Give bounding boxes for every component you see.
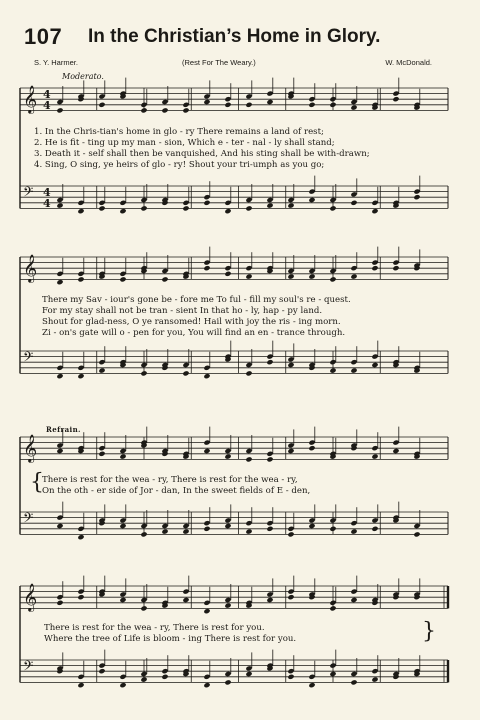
note-head bbox=[308, 682, 315, 688]
note-head bbox=[203, 448, 210, 454]
note-head bbox=[77, 208, 84, 214]
note-head bbox=[371, 454, 378, 460]
note-head bbox=[77, 682, 84, 688]
note-head bbox=[56, 279, 63, 285]
note-head bbox=[77, 534, 84, 540]
note-head bbox=[119, 597, 126, 603]
note-head bbox=[224, 603, 231, 609]
note-head bbox=[98, 668, 105, 674]
lyric-brace: } bbox=[422, 619, 436, 644]
treble-clef-icon: 𝄞 bbox=[23, 254, 38, 282]
note-head bbox=[203, 265, 210, 271]
note-head bbox=[203, 373, 210, 379]
note-head bbox=[245, 671, 252, 677]
note-head bbox=[224, 454, 231, 460]
lyric-line: On the oth - er side of Jor - dan, In the sweet fields of E - den, bbox=[42, 486, 311, 496]
note-head bbox=[56, 523, 63, 529]
note-head bbox=[371, 677, 378, 683]
note-head bbox=[266, 597, 273, 603]
note-head bbox=[287, 274, 294, 280]
author-credit: S. Y. Harmer. bbox=[34, 58, 78, 67]
note-head bbox=[182, 205, 189, 211]
note-head bbox=[371, 208, 378, 214]
note-head bbox=[350, 105, 357, 111]
note-head bbox=[224, 523, 231, 529]
note-head bbox=[224, 271, 231, 277]
note-head bbox=[266, 526, 273, 532]
note-head bbox=[392, 448, 399, 454]
note-head bbox=[266, 203, 273, 209]
lyric-line: 3. Death it - self shall then be vanquished, And his sting shall be with-drawn; bbox=[34, 149, 370, 159]
note-head bbox=[350, 597, 357, 603]
note-head bbox=[161, 529, 168, 535]
note-head bbox=[56, 203, 63, 209]
note-head bbox=[203, 200, 210, 206]
refrain-label: Refrain. bbox=[46, 425, 81, 434]
lyric-line: For my stay shall not be tran - sient In that ho - ly, hap - py land. bbox=[42, 306, 323, 316]
note-head bbox=[245, 274, 252, 280]
note-head bbox=[119, 454, 126, 460]
note-head bbox=[308, 523, 315, 529]
lyric-line: 1. In the Chris-tian's home in glo - ry There remains a land of rest; bbox=[34, 127, 324, 137]
time-signature-bottom: 4 bbox=[43, 197, 51, 210]
treble-clef-icon: 𝄞 bbox=[23, 434, 38, 462]
lyric-line: 4. Sing, O sing, ye heirs of glo - ry! Shout your tri-umph as you go; bbox=[34, 160, 325, 170]
note-head bbox=[56, 373, 63, 379]
bass-clef-icon: 𝄢 bbox=[23, 510, 34, 529]
lyric-line: There is rest for the wea - ry, There is rest for you. bbox=[44, 623, 265, 633]
note-head bbox=[203, 99, 210, 105]
note-head bbox=[308, 274, 315, 280]
note-head bbox=[392, 265, 399, 271]
note-head bbox=[308, 102, 315, 108]
time-signature-top: 4 bbox=[43, 186, 51, 199]
note-head bbox=[245, 205, 252, 211]
note-head bbox=[245, 456, 252, 462]
note-head bbox=[350, 529, 357, 535]
note-head bbox=[371, 362, 378, 368]
note-head bbox=[245, 529, 252, 535]
note-head bbox=[119, 208, 126, 214]
note-head bbox=[182, 370, 189, 376]
note-head bbox=[245, 102, 252, 108]
time-signature-top: 4 bbox=[43, 88, 51, 101]
lyric-line: Zi - on's gate will o - pen for you, You will find an en - trance through. bbox=[42, 328, 346, 338]
note-head bbox=[350, 368, 357, 374]
note-head bbox=[266, 99, 273, 105]
note-head bbox=[182, 597, 189, 603]
note-head bbox=[371, 265, 378, 271]
note-head bbox=[308, 445, 315, 451]
note-head bbox=[119, 276, 126, 282]
lyric-brace: { bbox=[30, 470, 44, 495]
bass-clef-icon: 𝄢 bbox=[23, 184, 34, 203]
note-head bbox=[56, 107, 63, 113]
lyric-line: Shout for glad-ness, O ye ransomed! Hail with joy the ris - ing morn. bbox=[42, 317, 341, 327]
note-head bbox=[77, 594, 84, 600]
note-head bbox=[182, 529, 189, 535]
note-head bbox=[161, 276, 168, 282]
hymn-title: In the Christian’s Home in Glory. bbox=[88, 26, 381, 47]
note-head bbox=[56, 600, 63, 606]
note-head bbox=[350, 679, 357, 685]
verse-block-2 bbox=[42, 295, 462, 339]
note-head bbox=[203, 526, 210, 532]
note-head bbox=[77, 276, 84, 282]
verse-block-4 bbox=[44, 619, 464, 645]
lyric-line: There my Sav - iour's gone be - fore me To ful - fill my soul's re - quest. bbox=[42, 295, 351, 305]
note-head bbox=[350, 274, 357, 280]
note-head bbox=[203, 682, 210, 688]
note-head bbox=[350, 200, 357, 206]
tune-name: (Rest For The Weary.) bbox=[182, 58, 256, 67]
note-head bbox=[182, 107, 189, 113]
note-head bbox=[413, 531, 420, 537]
note-head bbox=[287, 203, 294, 209]
treble-clef-icon: 𝄞 bbox=[23, 85, 38, 113]
note-head bbox=[308, 197, 315, 203]
tempo-marking: Moderato. bbox=[62, 72, 104, 81]
note-head bbox=[245, 370, 252, 376]
verse-block-3 bbox=[42, 475, 462, 497]
note-head bbox=[287, 594, 294, 600]
lyric-line: 2. He is fit - ting up my man - sion, Which e - ter - nal - ly shall stand; bbox=[34, 138, 335, 148]
note-head bbox=[266, 359, 273, 365]
note-head bbox=[266, 456, 273, 462]
note-head bbox=[98, 102, 105, 108]
note-head bbox=[119, 682, 126, 688]
note-head bbox=[371, 526, 378, 532]
note-head bbox=[224, 679, 231, 685]
verse-block-1 bbox=[34, 127, 454, 171]
note-head bbox=[287, 531, 294, 537]
note-head bbox=[287, 674, 294, 680]
note-head bbox=[98, 205, 105, 211]
note-head bbox=[98, 368, 105, 374]
note-head bbox=[392, 96, 399, 102]
note-head bbox=[224, 208, 231, 214]
lyric-line: There is rest for the wea - ry, There is rest for the wea - ry, bbox=[42, 475, 298, 485]
note-head bbox=[119, 523, 126, 529]
note-head bbox=[287, 362, 294, 368]
bass-clef-icon: 𝄢 bbox=[23, 349, 34, 368]
note-head bbox=[287, 448, 294, 454]
note-head bbox=[203, 608, 210, 614]
note-head bbox=[161, 107, 168, 113]
time-signature-bottom: 4 bbox=[43, 99, 51, 112]
note-head bbox=[413, 194, 420, 200]
note-head bbox=[77, 373, 84, 379]
treble-clef-icon: 𝄞 bbox=[23, 583, 38, 611]
note-head bbox=[161, 674, 168, 680]
composer-credit: W. McDonald. bbox=[385, 58, 432, 67]
note-head bbox=[56, 448, 63, 454]
hymn-number: 107 bbox=[24, 24, 63, 49]
note-head bbox=[98, 451, 105, 457]
bass-clef-icon: 𝄢 bbox=[23, 658, 34, 677]
lyric-line: Where the tree of Life is bloom - ing There is rest for you. bbox=[44, 634, 297, 644]
note-head bbox=[224, 102, 231, 108]
